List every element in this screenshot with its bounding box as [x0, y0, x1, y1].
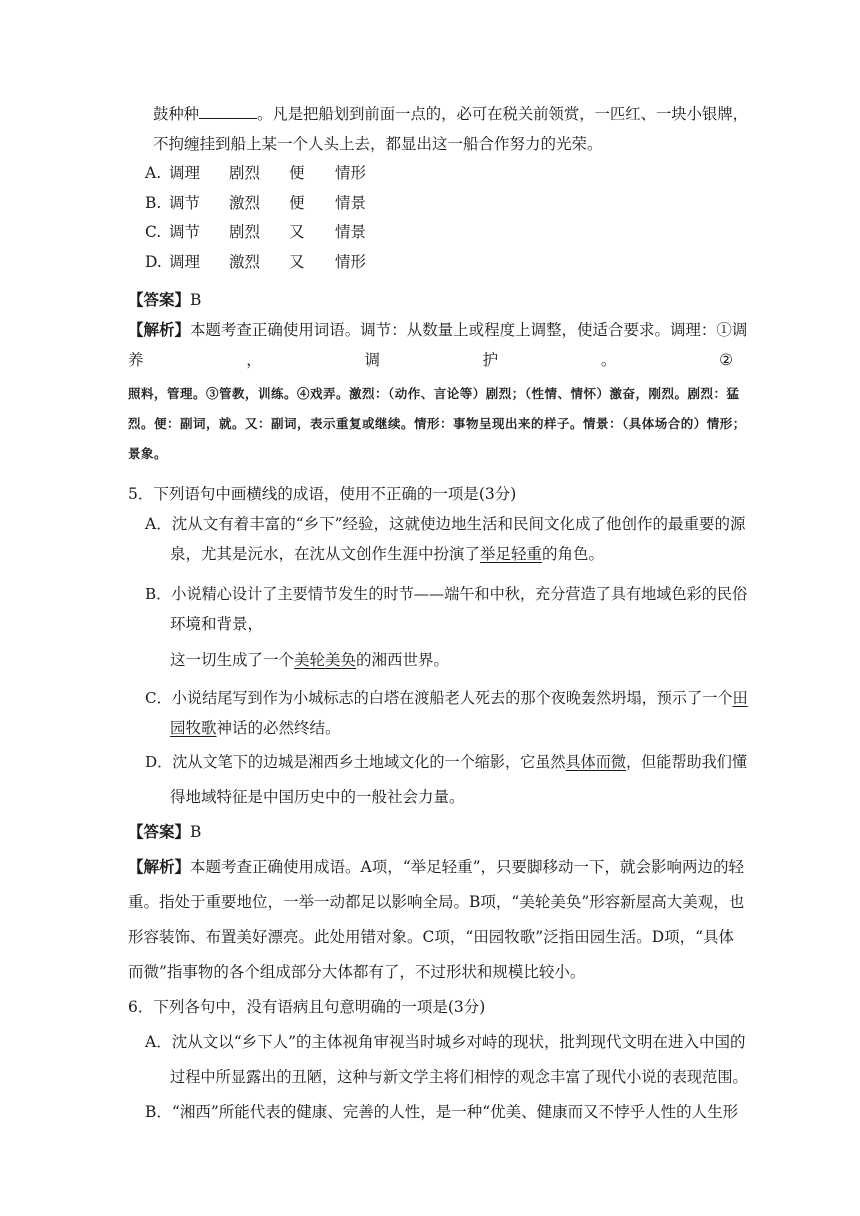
option-word: 情景 — [335, 194, 367, 212]
answer-value: B — [190, 291, 202, 309]
analysis-label: 【解析】 — [128, 320, 190, 339]
option-text: D．沈从文笔下的边城是湘西乡土地域文化的一个缩影，它虽然 — [145, 753, 566, 771]
q5-option-a-line-2 — [170, 544, 604, 564]
q4-analysis-line-2 — [128, 350, 733, 370]
q5-analysis-line-2: 重。指处于重要地位，一举一动都足以影响全局。B项，“美轮美奂”形容新屋高大美观，也 — [128, 893, 745, 911]
analysis-word: ， — [246, 351, 262, 369]
q4-option-b — [145, 193, 366, 213]
option-letter: C. — [145, 223, 162, 241]
q4-line-1-start: 鼓种种 — [153, 105, 200, 123]
fill-blank — [199, 104, 257, 119]
q5-stem: 5．下列语句中画横线的成语，使用不正确的一项是(3分) — [128, 485, 517, 503]
q4-analysis-line-3: 照料，管理。③管教，训练。④戏弄。激烈：（动作、言论等）剧烈；（性情、情怀）激奋，刚烈。剧烈：猛 — [128, 386, 740, 401]
q4-option-d — [145, 252, 366, 272]
option-word: 又 — [289, 253, 305, 271]
option-word: 调理 — [169, 164, 201, 182]
option-letter: D. — [145, 253, 162, 271]
option-text: 泉，尤其是沅水，在沈从文创作生涯中扮演了 — [170, 545, 481, 563]
underlined-idiom: 美轮美奂 — [294, 651, 357, 669]
answer-label: 【答案】 — [128, 290, 191, 309]
analysis-word: 调 — [364, 351, 380, 369]
q5-option-d-line-1 — [145, 752, 747, 772]
option-letter: B. — [145, 194, 162, 212]
q5-answer — [128, 822, 201, 842]
option-text: 神话的必然终结。 — [216, 719, 341, 737]
q4-line-1-end: 。凡是把船划到前面一点的，必可在税关前领赏，一匹红、一块小银牌， — [257, 105, 749, 123]
option-word: 情形 — [335, 164, 367, 182]
q6-option-a-line-1: A．沈从文以“乡下人”的主体视角审视当时城乡对峙的现状，批判现代文明在进入中国的 — [145, 1033, 746, 1051]
q5-option-b-line-3 — [170, 650, 449, 670]
q5-analysis-line-4: 而微”指事物的各个组成部分大体都有了，不过形状和规模比较小。 — [128, 963, 586, 981]
option-text: 的角色。 — [542, 545, 605, 563]
q5-analysis-line-1 — [128, 857, 744, 877]
analysis-label: 【解析】 — [128, 857, 191, 876]
q4-analysis-line-4: 烈。便：副词，就。又：副词，表示重复或继续。情形：事物呈现出来的样子。情景：（具体场合的）情形； — [128, 416, 746, 431]
option-word: 调节 — [169, 194, 201, 212]
q4-option-c — [145, 222, 366, 242]
option-word: 情形 — [335, 253, 367, 271]
q5-analysis-line-3: 形容装饰、布置美好漂亮。此处用错对象。C项，“田园牧歌”泛指田园生活。D项，“具体 — [128, 928, 735, 946]
underlined-idiom: 田 — [732, 689, 748, 707]
option-word: 激烈 — [229, 194, 261, 212]
underlined-idiom: 举足轻重 — [480, 545, 543, 563]
q4-line-2: 不拘缠挂到船上某一个人头上去，都显出这一船合作努力的光荣。 — [153, 135, 603, 153]
q5-option-b-line-1: B．小说精心设计了主要情节发生的时节——端午和中秋，充分营造了具有地域色彩的民俗 — [145, 585, 748, 603]
q5-option-a-line-1: A．沈从文有着丰富的“乡下”经验，这就使边地生活和民间文化成了他创作的最重要的源 — [145, 515, 746, 533]
analysis-word: 养 — [128, 351, 144, 369]
option-word: 便 — [289, 164, 305, 182]
q6-option-b-line-1: B．“湘西”所能代表的健康、完善的人性，是一种“优美、健康而又不悖乎人性的人生形 — [145, 1103, 739, 1121]
underlined-idiom: 具体而微 — [565, 753, 627, 771]
option-word: 剧烈 — [229, 223, 261, 241]
option-word: 调节 — [169, 223, 201, 241]
analysis-text: 本题考查正确使用词语。调节：从数量上或程度上调整，使适合要求。调理：①调 — [189, 321, 748, 339]
answer-value: B — [190, 823, 202, 841]
q4-analysis-line-5: 景象。 — [128, 446, 168, 461]
q5-option-c-line-1 — [145, 688, 748, 708]
option-word: 情景 — [335, 223, 367, 241]
q5-option-d-line-2: 得地域特征是中国历史中的一般社会力量。 — [170, 788, 465, 806]
option-word: 激烈 — [229, 253, 261, 271]
q4-line-1 — [153, 104, 748, 124]
option-word: 调理 — [169, 253, 201, 271]
option-word: 剧烈 — [229, 164, 261, 182]
q4-answer — [128, 290, 201, 310]
analysis-word: ② — [719, 351, 733, 369]
option-text: C．小说结尾写到作为小城标志的白塔在渡船老人死去的那个夜晚轰然坍塌，预示了一个 — [145, 689, 733, 707]
q6-option-a-line-2: 过程中所显露出的丑陋，这种与新文学主将们相悖的观念丰富了现代小说的表现范围。 — [170, 1068, 748, 1086]
q4-option-a — [145, 163, 366, 183]
option-text: 这一切生成了一个 — [170, 651, 295, 669]
option-text: ，但能帮助我们懂 — [626, 753, 748, 771]
q6-stem: 6．下列各句中，没有语病且句意明确的一项是(3分) — [128, 998, 486, 1016]
q5-option-c-line-2 — [170, 718, 341, 738]
q4-analysis-line-1 — [128, 320, 747, 340]
option-text: 的湘西世界。 — [356, 651, 450, 669]
option-letter: A. — [145, 164, 162, 182]
q5-option-b-line-2: 环境和背景， — [170, 615, 264, 633]
analysis-word: 。 — [600, 351, 617, 369]
analysis-word: 护 — [482, 351, 499, 369]
analysis-text: 本题考查正确使用成语。A项，“举足轻重”，只要脚移动一下，就会影响两边的轻 — [190, 858, 745, 876]
underlined-idiom: 园牧歌 — [170, 719, 217, 737]
option-word: 便 — [289, 194, 305, 212]
answer-label: 【答案】 — [128, 822, 191, 841]
option-word: 又 — [289, 223, 305, 241]
